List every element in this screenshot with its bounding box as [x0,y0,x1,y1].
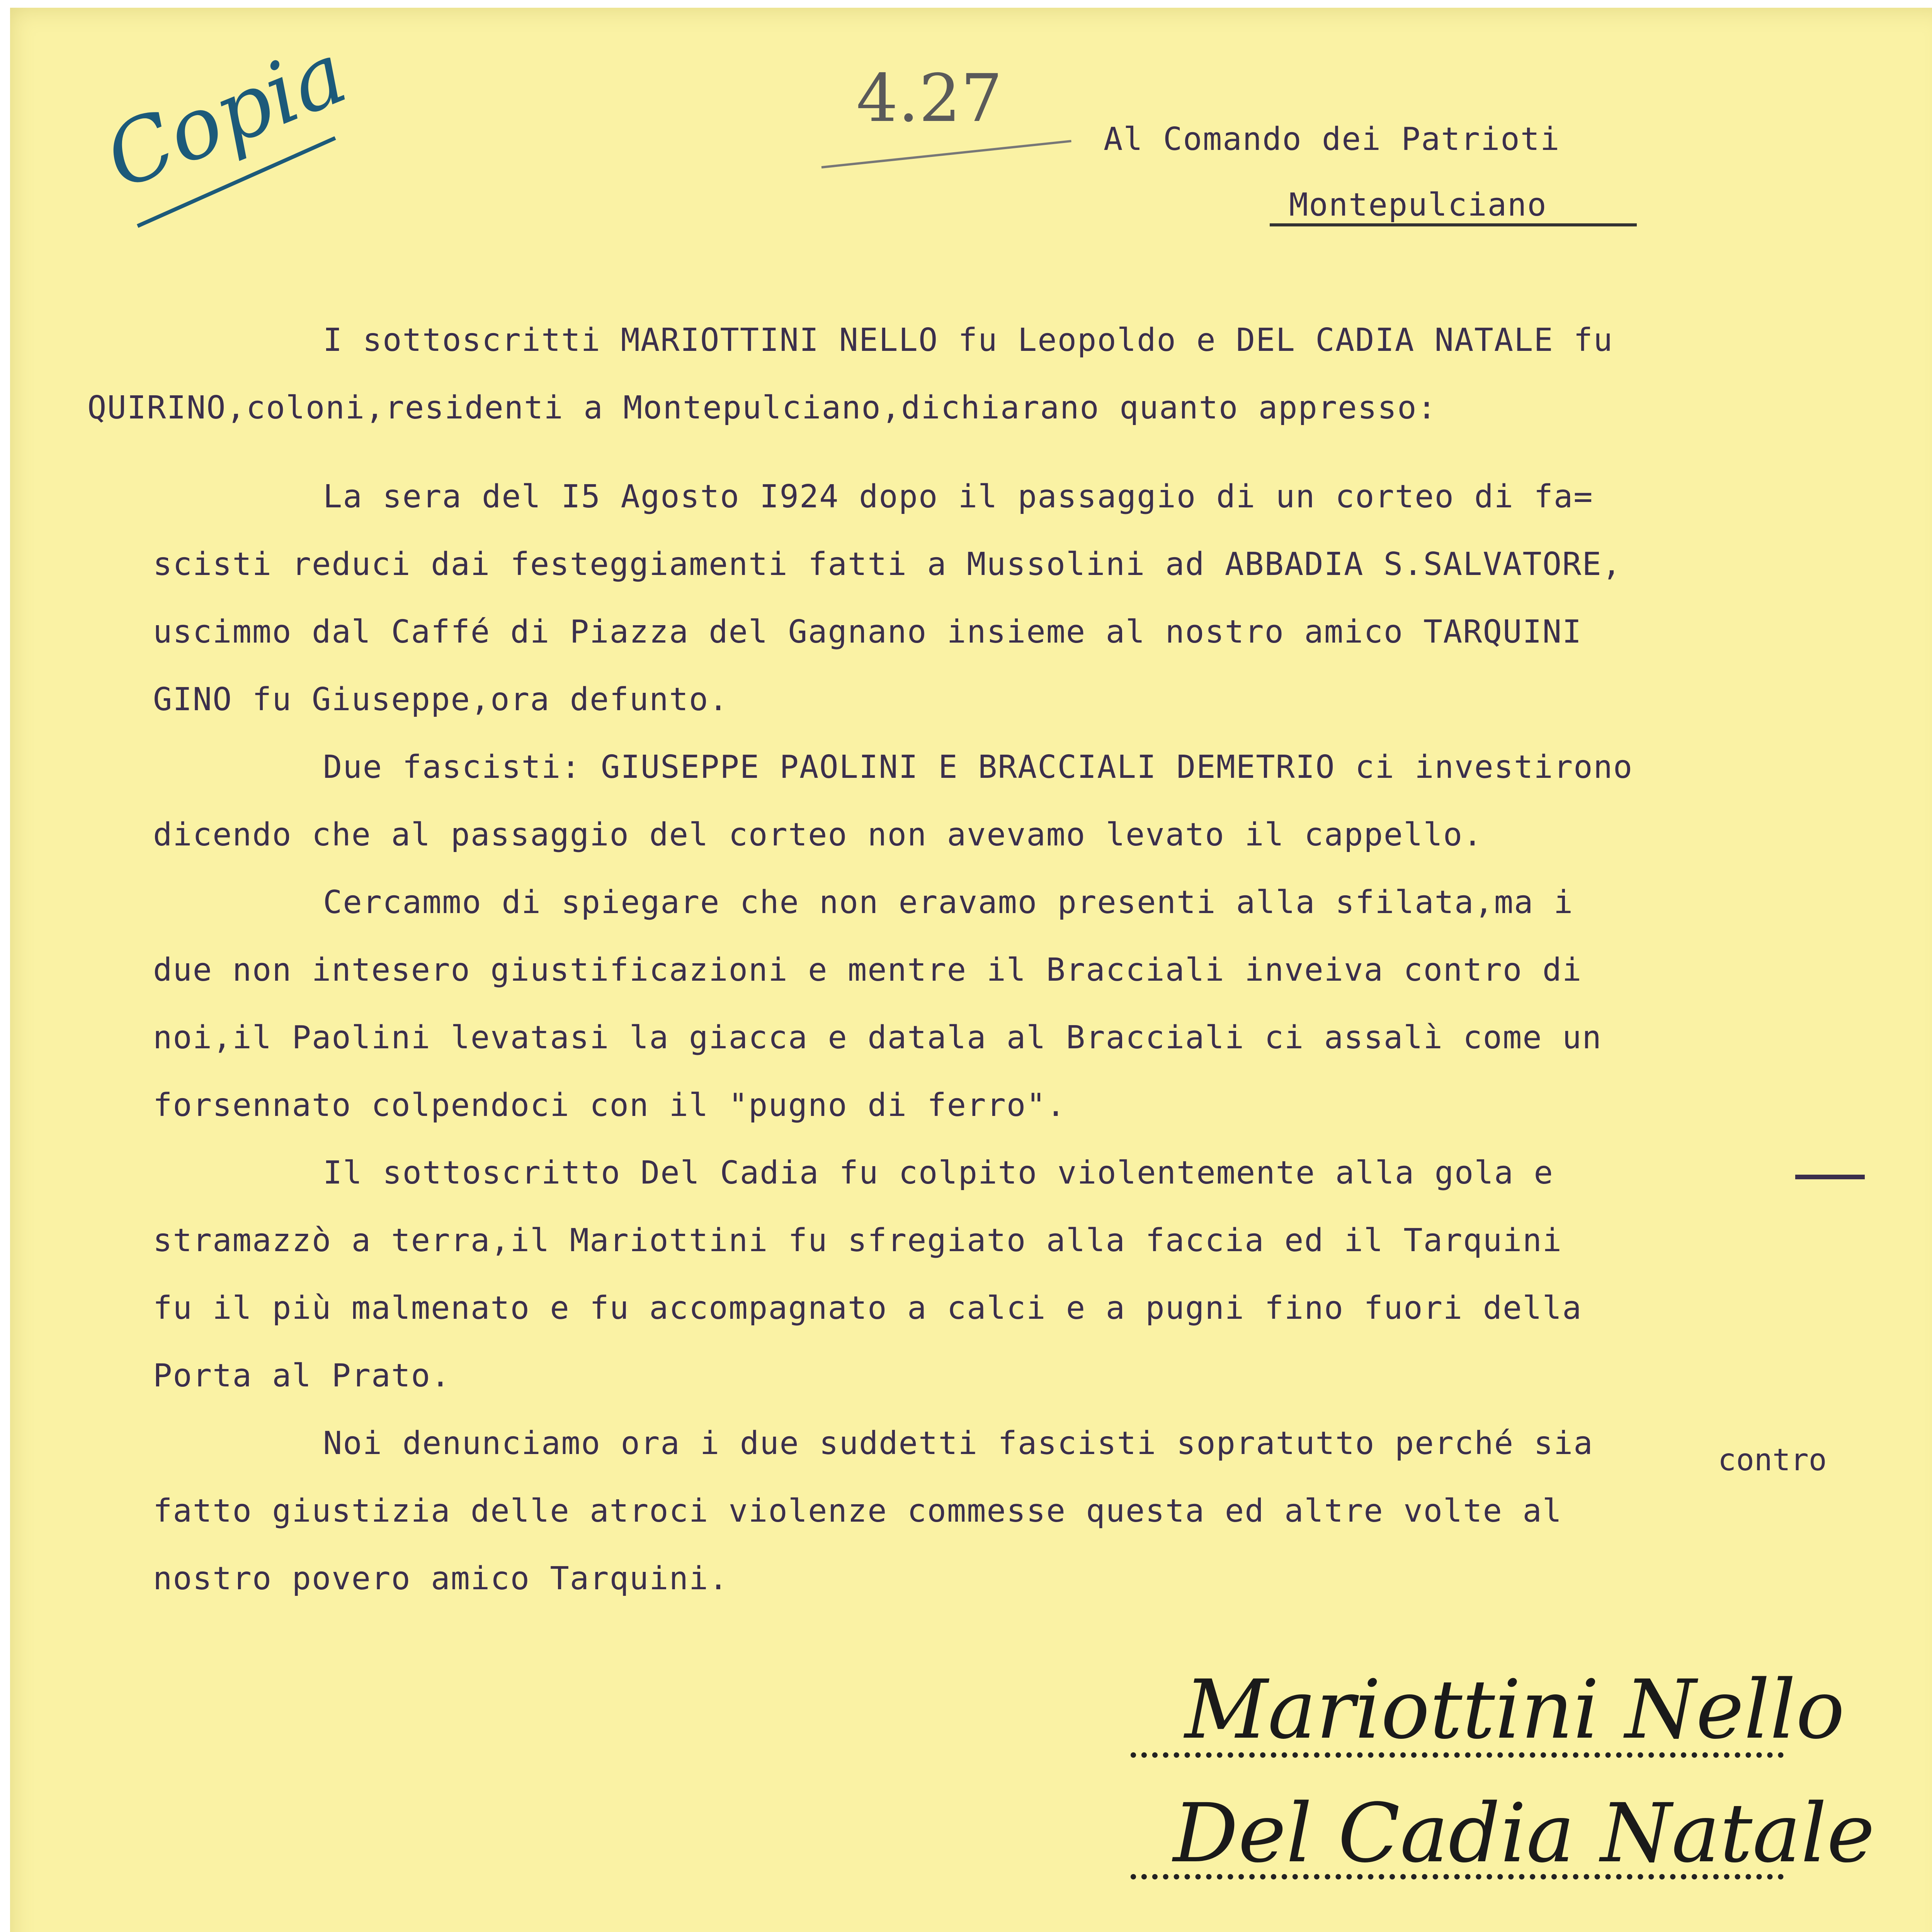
handwritten-copia-note: Copia [92,23,360,208]
body-line: Cercammo di spiegare che non eravamo presenti alla sfilata,ma i [323,884,1574,921]
paper-sheet [10,8,1932,1932]
archive-number-underline [821,140,1071,168]
recipient-line-2: Montepulciano [1289,187,1547,223]
strikeout [1795,1175,1865,1179]
body-line: dicendo che al passaggio del corteo non avevamo levato il cappello. [153,816,1483,853]
signature-del-cadia: Del Cadia Natale [1173,1786,1875,1881]
signature-mariottini: Mariottini Nello [1185,1662,1845,1757]
recipient-underline [1270,223,1637,226]
insertion-contro: contro [1718,1443,1827,1478]
body-line: Il sottoscritto Del Cadia fu colpito violentemente alla gola e [323,1155,1554,1191]
signature-line-2 [1131,1874,1784,1879]
body-line: fu il più malmenato e fu accompagnato a calci e a pugni fino fuori della [153,1290,1582,1327]
body-line: due non intesero giustificazioni e mentre il Bracciali inveiva contro di [153,952,1582,988]
body-line: noi,il Paolini levatasi la giacca e datala al Bracciali ci assalì come un [153,1019,1602,1056]
body-line: uscimmo dal Caffé di Piazza del Gagnano insieme al nostro amico TARQUINI [153,614,1582,650]
body-line: QUIRINO,coloni,residenti a Montepulciano,dichiarano quanto appresso: [87,389,1437,426]
body-line: Porta al Prato. [153,1357,451,1394]
recipient-line-1: Al Comando dei Patrioti [1104,121,1560,158]
body-line: I sottoscritti MARIOTTINI NELLO fu Leopoldo e DEL CADIA NATALE fu [323,322,1613,359]
body-line: Due fascisti: GIUSEPPE PAOLINI E BRACCIALI DEMETRIO ci investirono [323,749,1633,786]
body-line: stramazzò a terra,il Mariottini fu sfregiato alla faccia ed il Tarquini [153,1222,1563,1259]
archive-number: 4.27 [856,60,1003,137]
body-line: La sera del I5 Agosto I924 dopo il passaggio di un corteo di fa= [323,478,1594,515]
signature-line-1 [1131,1752,1784,1758]
body-line: nostro povero amico Tarquini. [153,1560,729,1597]
body-line: forsennato colpendoci con il "pugno di ferro". [153,1087,1066,1124]
body-line: fatto giustizia delle atroci violenze commesse questa ed altre volte al [153,1493,1563,1529]
body-line: Noi denunciamo ora i due suddetti fascisti sopratutto perché sia [323,1425,1594,1462]
body-line: scisti reduci dai festeggiamenti fatti a Mussolini ad ABBADIA S.SALVATORE, [153,546,1622,583]
body-line: GINO fu Giuseppe,ora defunto. [153,681,729,718]
